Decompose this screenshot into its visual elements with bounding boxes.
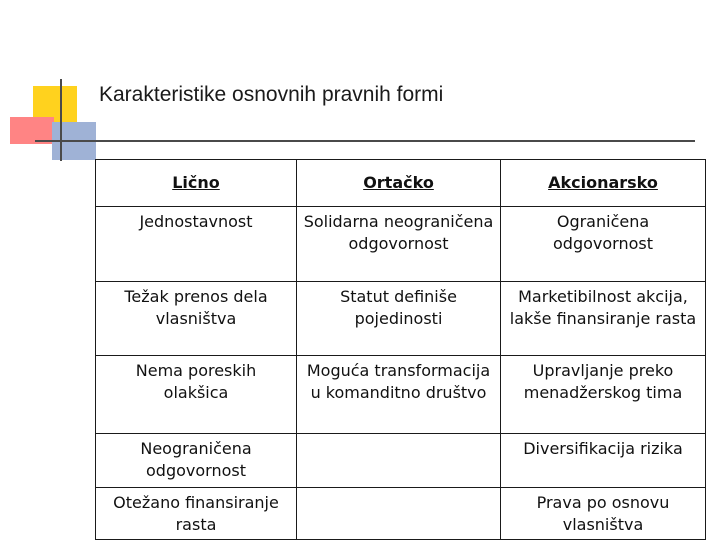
table-row <box>96 282 706 356</box>
table-cell: Solidarna neograničena odgovornost <box>297 207 501 282</box>
header-akcionarsko: Akcionarsko <box>501 160 706 207</box>
table-row <box>96 434 706 488</box>
title-underline <box>35 140 695 142</box>
table-cell: Jednostavnost <box>96 207 297 282</box>
header-ortacko: Ortačko <box>297 160 501 207</box>
table-cell: Upravljanje preko menadžerskog tima <box>501 356 706 434</box>
table-row <box>96 207 706 282</box>
table-cell: Moguća transformacija u komanditno društvo <box>297 356 501 434</box>
decor-vertical-line <box>60 79 62 161</box>
table-cell: Nema poreskih olakšica <box>96 356 297 434</box>
table-cell: Neograničena odgovornost <box>96 434 297 488</box>
header-licno: Lično <box>96 160 297 207</box>
table-cell: Ograničena odgovornost <box>501 207 706 282</box>
table-cell: Težak prenos dela vlasništva <box>96 282 297 356</box>
table-cell: Otežano finansiranje rasta <box>96 488 297 540</box>
table-cell: Diversifikacija rizika <box>501 434 706 488</box>
legal-forms-table <box>95 159 706 540</box>
table-row <box>96 356 706 434</box>
table-cell <box>297 434 501 488</box>
slide-title: Karakteristike osnovnih pravnih formi <box>99 83 444 106</box>
table-header-row <box>96 160 706 207</box>
table-cell <box>297 488 501 540</box>
table-cell: Statut definiše pojedinosti <box>297 282 501 356</box>
table-cell: Marketibilnost akcija, lakše finansiranje rasta <box>501 282 706 356</box>
table-cell: Prava po osnovu vlasništva <box>501 488 706 540</box>
table-row <box>96 488 706 540</box>
